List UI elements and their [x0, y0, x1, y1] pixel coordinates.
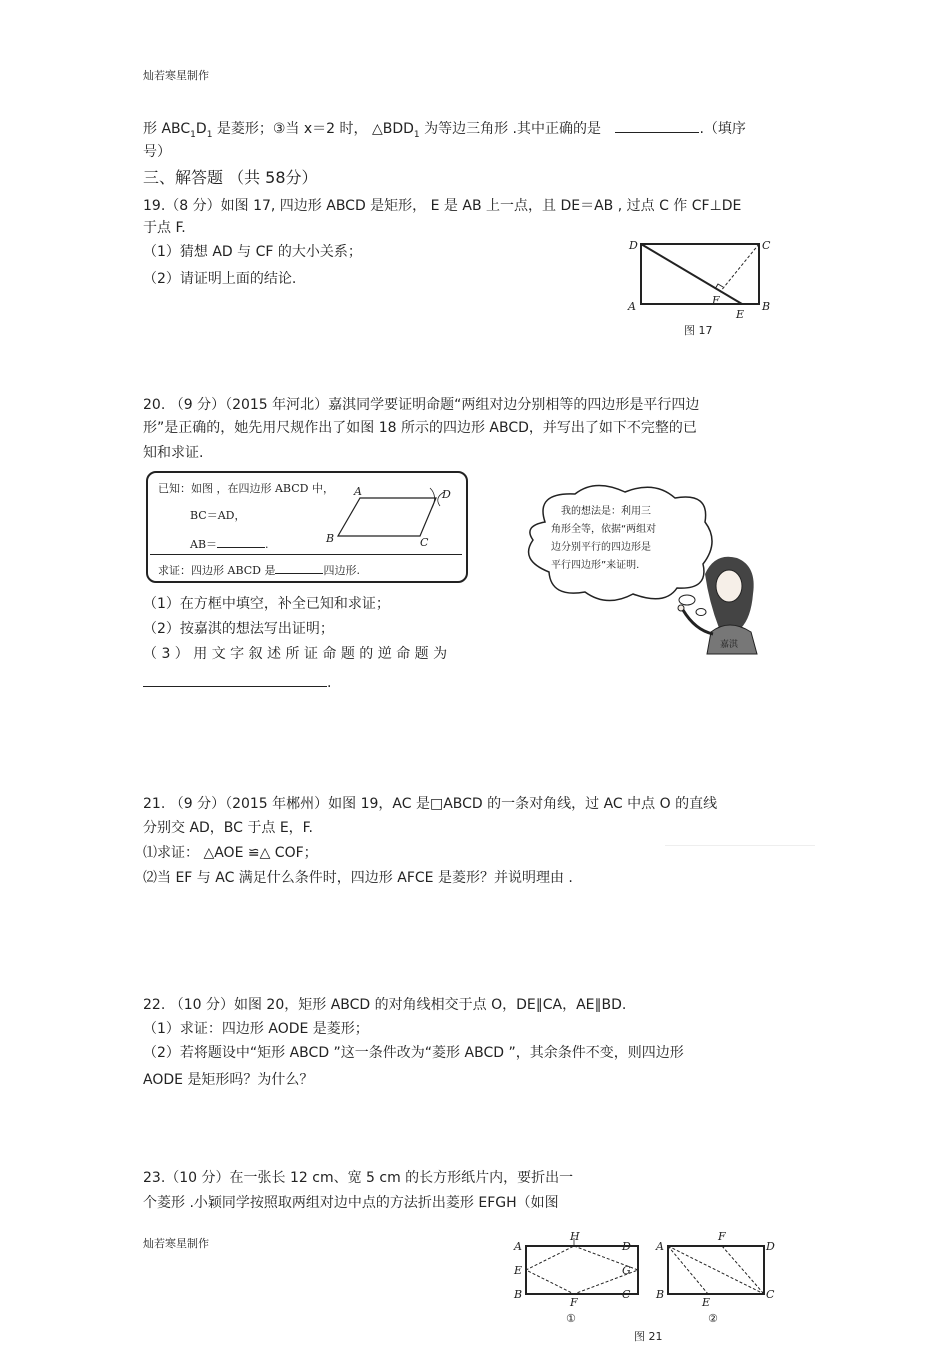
- q20-prove-end: 四边形.: [323, 564, 360, 577]
- figure-17: [620, 232, 780, 342]
- thought-line-4: 平行四边形”来证明.: [551, 560, 640, 571]
- q21-line2: 分别交 AD，BC 于点 E，F.: [143, 820, 313, 836]
- page-header: 灿若寒星制作: [143, 69, 209, 82]
- thought-line-1: 我的想法是：利用三: [561, 506, 651, 517]
- q18-line1: [143, 118, 746, 145]
- fig21-right-label-b: B: [656, 1288, 665, 1301]
- fig18-parallelogram: [338, 498, 436, 536]
- section-title: 三、解答题 （共 58分）: [143, 168, 318, 187]
- q19-line2: 于点 F.: [143, 220, 186, 236]
- q20-prove: [158, 561, 360, 578]
- fig21-right-label-e: E: [702, 1296, 711, 1309]
- fig21-left-label-g: G: [622, 1264, 631, 1277]
- thought-line-3: 边分别平行的四边形是: [551, 542, 651, 553]
- q20-prove-label: 求证：四边形 ABCD 是: [158, 564, 276, 577]
- fig21-caption: 图 21: [634, 1330, 663, 1343]
- q18-sub2: 1: [206, 129, 213, 140]
- q18-text-e: .（填序: [699, 121, 746, 137]
- q18-line2: 号）: [143, 144, 171, 160]
- q20-line3: 知和求证.: [143, 445, 204, 461]
- q19-line1: 19.（8 分）如图 17, 四边形 ABCD 是矩形， E 是 AB 上一点，且 DE＝AB , 过点 C 作 CF⊥DE: [143, 198, 742, 214]
- fig21-left-label-a: A: [514, 1240, 522, 1253]
- fig21-right-label-a: A: [656, 1240, 664, 1253]
- fig21-left-label-d: D: [622, 1240, 631, 1253]
- q18-sub3: 1: [413, 129, 420, 140]
- fig21-left-label-h: H: [570, 1230, 580, 1243]
- q21-sub2: ⑵当 EF 与 AC 满足什么条件时，四边形 AFCE 是菱形？并说明理由 .: [143, 870, 573, 886]
- fig17-cf: [720, 244, 759, 292]
- q20-box-divider: [150, 554, 462, 555]
- fig21-num-right: ②: [708, 1312, 718, 1325]
- q22-sub2: （2）若将题设中“矩形 ABCD ”这一条件改为“菱形 ABCD ”，其余条件不变，则四边形: [143, 1045, 684, 1061]
- q19-sub1: （1）猜想 AD 与 CF 的大小关系；: [143, 244, 362, 260]
- q21-line1: 21. （9 分）（2015 年郴州）如图 19，AC 是□ABCD 的一条对角线，过 AC 中点 O 的直线: [143, 796, 718, 812]
- q20-line1: 20. （9 分）（2015 年河北）嘉淇同学要证明命题“两组对边分别相等的四边形是平行四边: [143, 397, 700, 413]
- fig17-label-c: C: [762, 239, 771, 252]
- page-footer: 灿若寒星制作: [143, 1237, 209, 1250]
- q18-answer-blank[interactable]: [615, 118, 699, 133]
- q18-text-a: 形 ABC: [143, 121, 191, 137]
- fig17-label-d: D: [629, 239, 638, 252]
- figure-21: [508, 1228, 808, 1348]
- q18-text-d: 为等边三角形 .其中正确的是: [419, 121, 601, 137]
- q20-ab-blank[interactable]: [217, 535, 265, 548]
- thought-cloud-illustration: [515, 482, 805, 657]
- girl-name: 嘉淇: [720, 640, 739, 650]
- fig21-left-label-c: C: [622, 1288, 631, 1301]
- fig18-label-c: C: [420, 536, 429, 549]
- fig21-num-left: ①: [566, 1312, 576, 1325]
- fig21-left-label-e: E: [514, 1264, 523, 1277]
- fig21-left-label-f: F: [570, 1296, 578, 1309]
- q20-line2: 形”是正确的，她先用尺规作出了如图 18 所示的四边形 ABCD，并写出了如下不完整的已: [143, 420, 697, 436]
- q18-text-b: D: [195, 121, 207, 137]
- fig21-right-label-d: D: [766, 1240, 775, 1253]
- fig21-left-label-b: B: [514, 1288, 523, 1301]
- fig21-ae: [668, 1246, 708, 1294]
- q21-faint-line: [665, 845, 815, 846]
- q20-ab-end: .: [265, 538, 269, 551]
- q20-bc: BC＝AD，: [190, 509, 246, 522]
- fig17-label-f: F: [712, 294, 720, 307]
- thought-bubble-1: [679, 595, 695, 605]
- fig17-caption: 图 17: [684, 324, 713, 337]
- q23-line2: 个菱形 .小颖同学按照取两组对边中点的方法折出菱形 EFGH（如图: [143, 1195, 559, 1211]
- q20-prove-blank[interactable]: [275, 561, 323, 574]
- q20-ab: [190, 535, 269, 552]
- q18-text-c: 是菱形；③当 x＝2 时， △BDD: [212, 121, 414, 137]
- fig18-label-a: A: [354, 485, 362, 498]
- thought-bubble-2: [696, 609, 706, 616]
- fig17-label-b: B: [762, 300, 771, 313]
- q23-line1: 23.（10 分）在一张长 12 cm、宽 5 cm 的长方形纸片内，要折出一: [143, 1170, 574, 1186]
- q22-sub3: AODE 是矩形吗？为什么？: [143, 1072, 314, 1088]
- fig18-label-d: D: [442, 488, 451, 501]
- q21-sub1: ⑴求证： △AOE ≌△ COF；: [143, 845, 318, 861]
- q20-converse-blank[interactable]: [143, 672, 327, 687]
- q20-answer-line: .: [143, 672, 331, 693]
- q22-sub1: （1）求证：四边形 AODE 是菱形；: [143, 1021, 369, 1037]
- q20-sub3: （ 3 ） 用 文 字 叙 述 所 证 命 题 的 逆 命 题 为: [143, 646, 448, 662]
- fig21-fc: [722, 1246, 764, 1294]
- thought-line-2: 角形全等，依据“两组对: [551, 524, 657, 535]
- fig21-right-label-f: F: [718, 1230, 726, 1243]
- q19-sub2: （2）请证明上面的结论.: [143, 271, 297, 287]
- q20-known: 已知：如图 ，在四边形 ABCD 中，: [158, 482, 334, 495]
- fig21-right-label-c: C: [766, 1288, 775, 1301]
- q22-line1: 22. （10 分）如图 20，矩形 ABCD 的对角线相交于点 O，DE∥CA，AE∥BD.: [143, 997, 627, 1013]
- fig17-de: [641, 244, 742, 304]
- q18-sub1: 1: [190, 129, 196, 140]
- fig17-label-a: A: [628, 300, 636, 313]
- q20-ab-label: AB＝: [190, 538, 218, 551]
- fig17-rect: [641, 244, 759, 304]
- q20-sub1: （1）在方框中填空，补全已知和求证；: [143, 596, 390, 612]
- q20-sub2: （2）按嘉淇的想法写出证明；: [143, 621, 334, 637]
- fig21-diagonal: [668, 1246, 764, 1294]
- figure-18: [320, 484, 450, 554]
- fig17-label-e: E: [736, 308, 745, 321]
- fig18-label-b: B: [326, 532, 335, 545]
